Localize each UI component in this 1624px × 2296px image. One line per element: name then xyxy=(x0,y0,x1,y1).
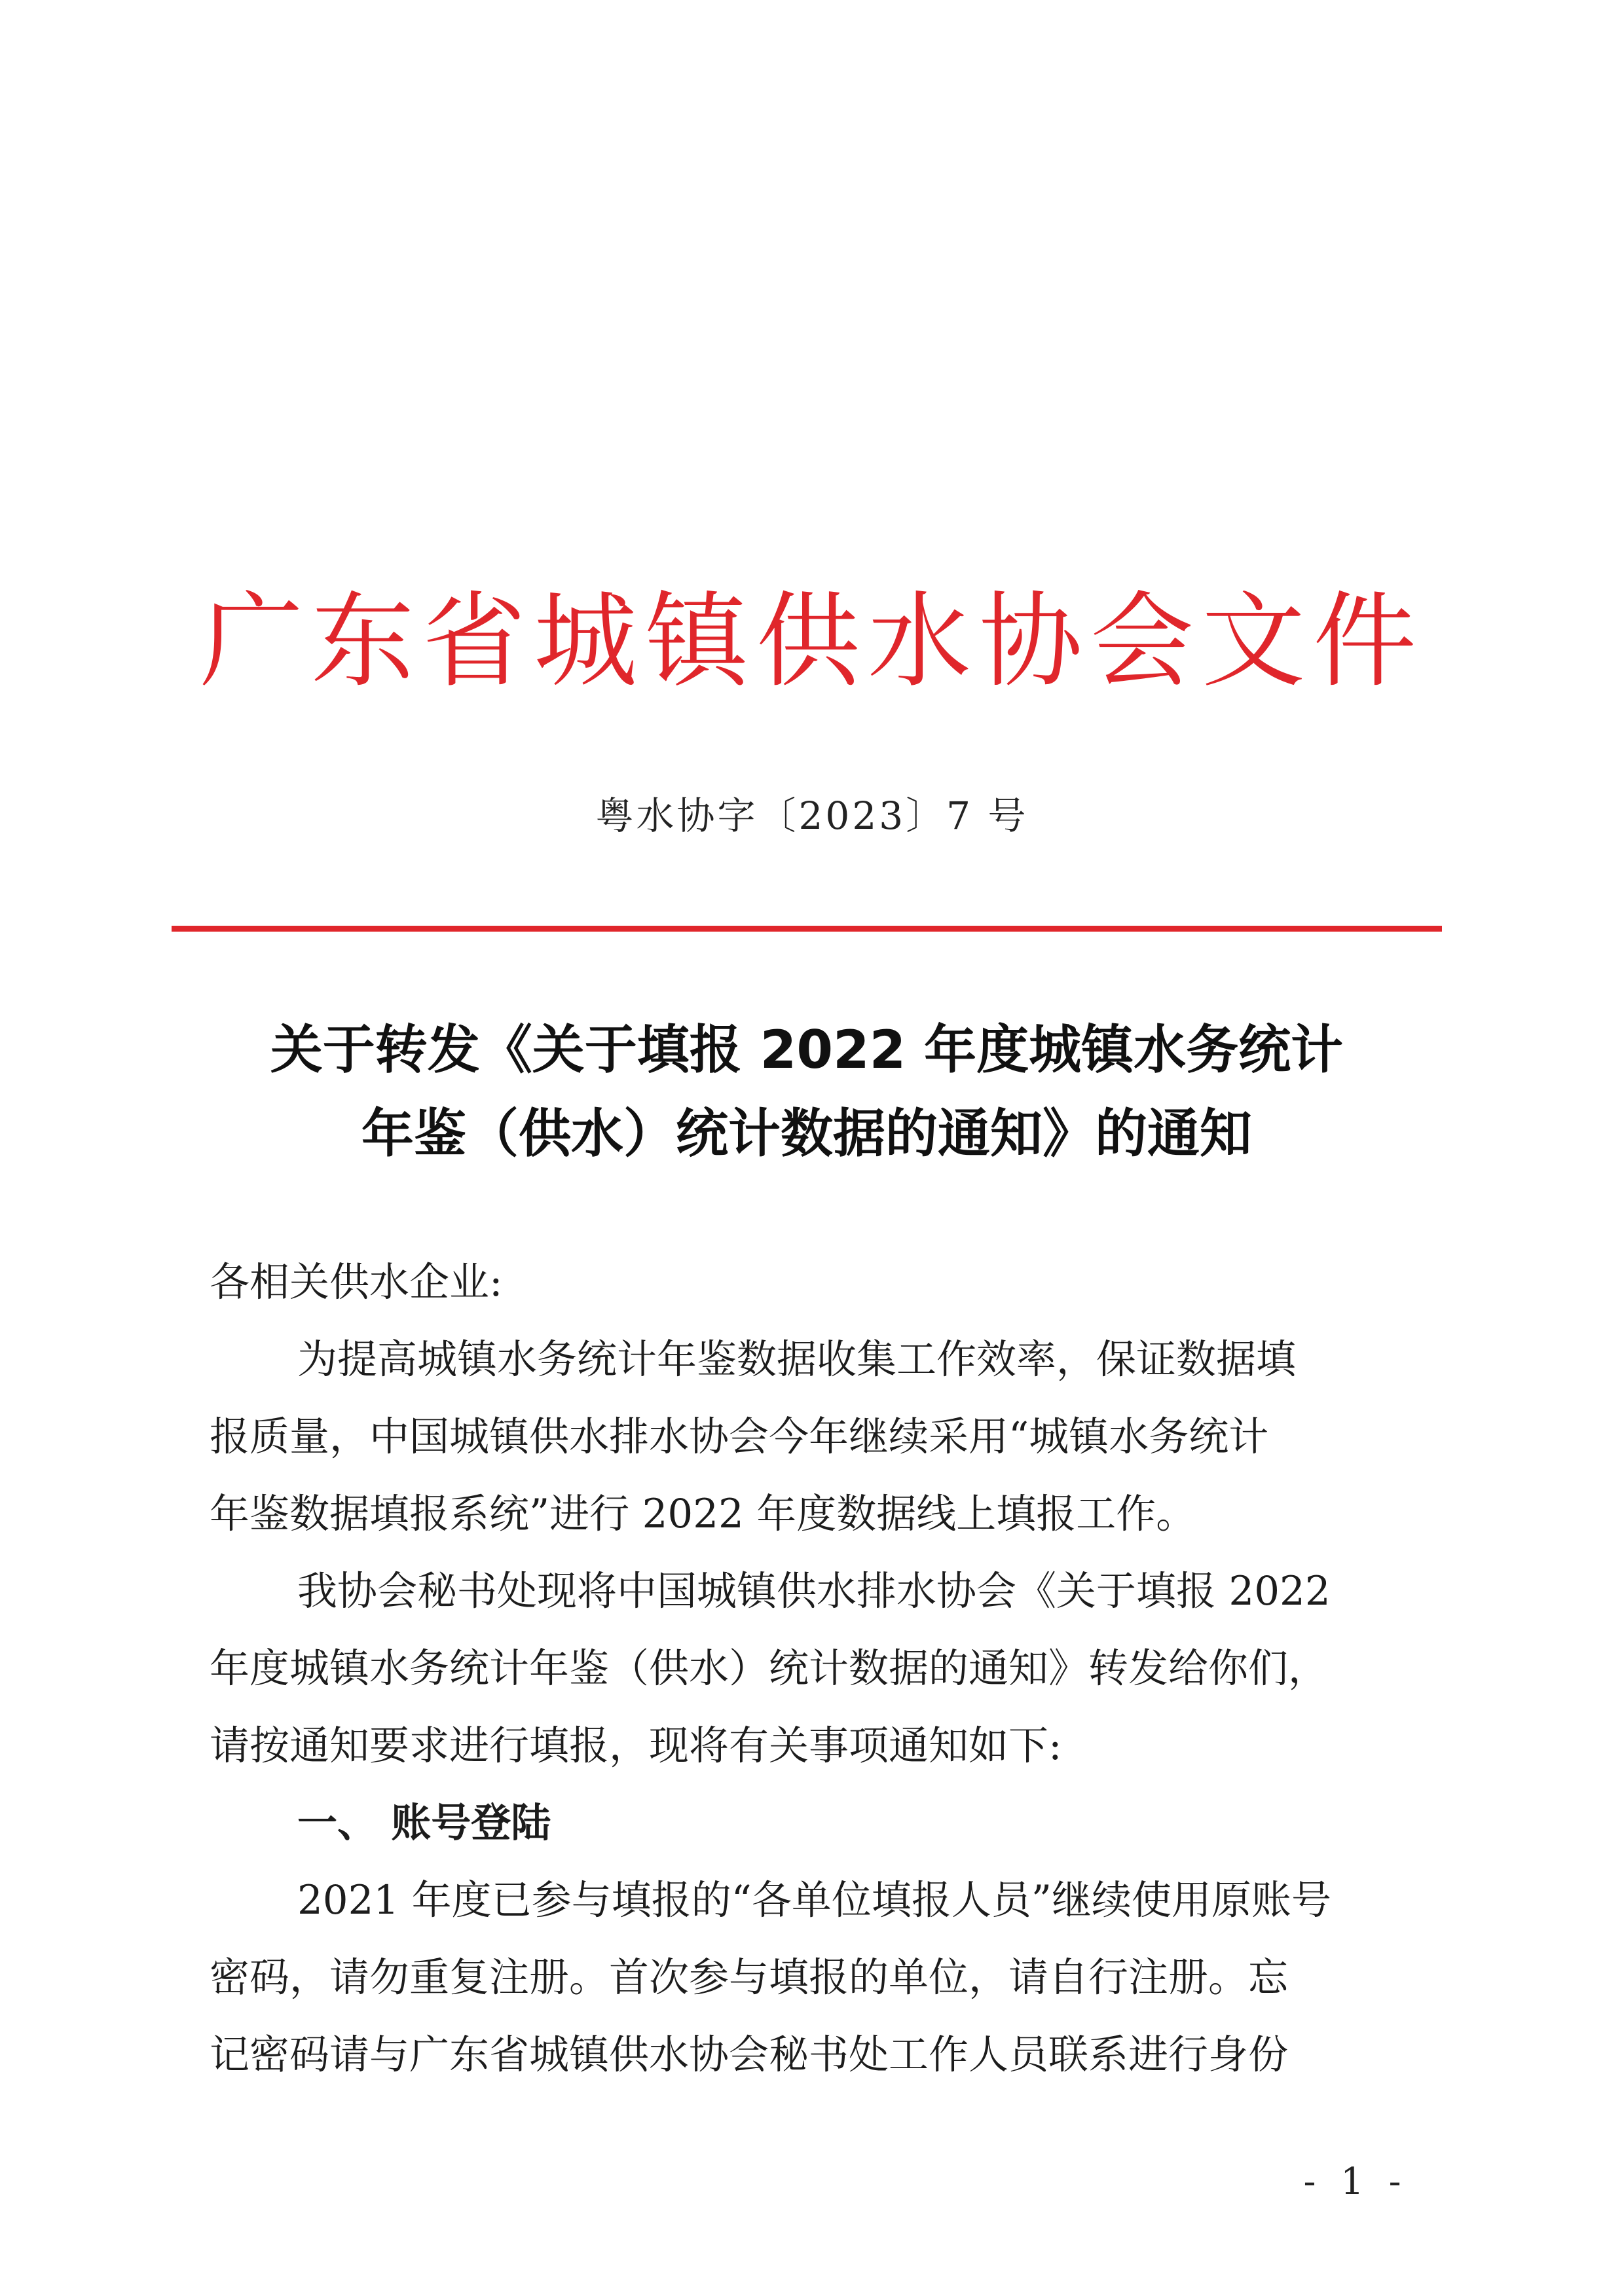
page-number: - 1 - xyxy=(1303,2160,1408,2203)
red-separator-line xyxy=(172,926,1442,932)
section-1-heading: 一、 账号登陆 xyxy=(297,1800,551,1846)
section-1-line-2: 密码，请勿重复注册。首次参与填报的单位，请自行注册。忘 xyxy=(210,1954,1289,2001)
section-1-line-3: 记密码请与广东省城镇供水协会秘书处工作人员联系进行身份 xyxy=(210,2032,1289,2078)
document-number: 粤水协字〔2023〕7 号 xyxy=(595,793,1029,838)
paragraph-1-line-2: 报质量，中国城镇供水排水协会今年继续采用“城镇水务统计 xyxy=(210,1413,1269,1460)
title-line-2: 年鉴（供水）统计数据的通知》的通知 xyxy=(361,1103,1252,1164)
document-body xyxy=(210,1244,1414,2094)
document-title xyxy=(172,1008,1442,1176)
section-1-line-1: 2021 年度已参与填报的“各单位填报人员”继续使用原账号 xyxy=(297,1877,1332,1923)
title-line-1: 关于转发《关于填报 2022 年度城镇水务统计 xyxy=(270,1019,1344,1080)
paragraph-1-line-1: 为提高城镇水务统计年鉴数据收集工作效率，保证数据填 xyxy=(297,1336,1297,1383)
paragraph-1-line-3: 年鉴数据填报系统”进行 2022 年度数据线上填报工作。 xyxy=(210,1491,1196,1537)
paragraph-2-line-1: 我协会秘书处现将中国城镇供水排水协会《关于填报 2022 xyxy=(297,1568,1331,1614)
issuing-organization-header: 广东省城镇供水协会文件 xyxy=(200,581,1424,702)
salutation: 各相关供水企业: xyxy=(210,1259,503,1305)
paragraph-2-line-3: 请按通知要求进行填报，现将有关事项通知如下: xyxy=(210,1722,1062,1769)
paragraph-2-line-2: 年度城镇水务统计年鉴（供水）统计数据的通知》转发给你们， xyxy=(210,1645,1329,1692)
